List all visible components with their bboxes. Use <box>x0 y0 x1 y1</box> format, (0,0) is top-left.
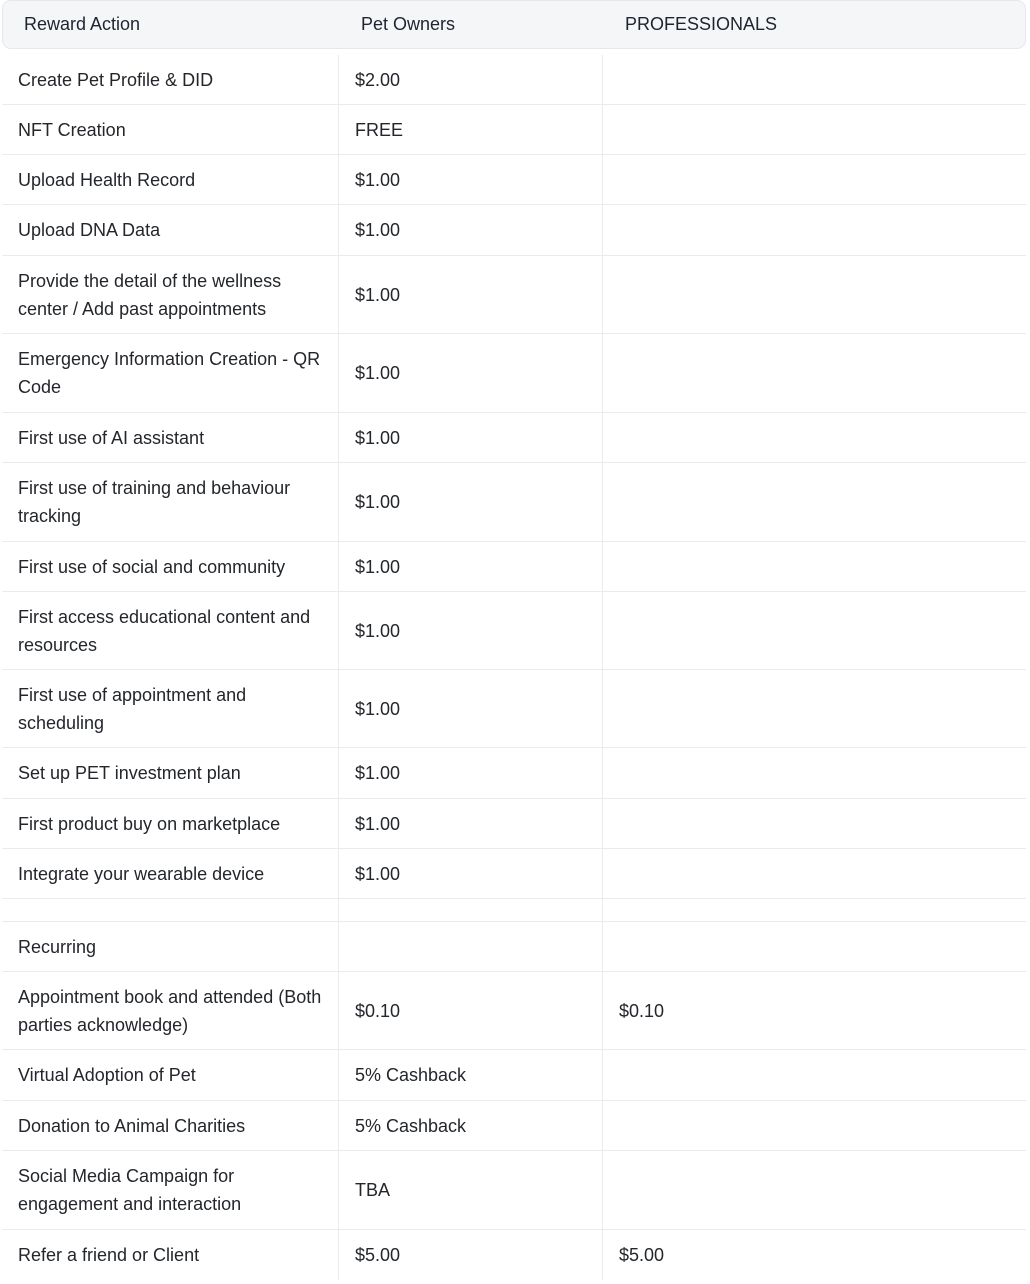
table-row <box>2 1101 1026 1151</box>
pet-owners-cell: TBA <box>339 1151 603 1229</box>
reward-action-cell: Integrate your wearable device <box>2 849 339 898</box>
column-header-professionals: PROFESSIONALS <box>625 14 778 34</box>
reward-action-cell: First access educational content and resources <box>2 592 339 669</box>
pet-owners-cell: $1.00 <box>339 542 603 591</box>
reward-action-cell: First use of training and behaviour tracking <box>2 463 339 541</box>
professionals-cell <box>603 155 1026 204</box>
pet-owners-cell <box>339 899 603 921</box>
reward-action-cell: NFT Creation <box>2 105 339 154</box>
pet-owners-cell: $1.00 <box>339 334 603 412</box>
table-row <box>2 922 1026 972</box>
table-row <box>2 105 1026 155</box>
pet-owners-cell: $1.00 <box>339 256 603 333</box>
table-row <box>2 1151 1026 1230</box>
pet-owners-cell: FREE <box>339 105 603 154</box>
pet-owners-cell: $1.00 <box>339 413 603 462</box>
table-row <box>2 670 1026 748</box>
table-row <box>2 205 1026 256</box>
table-row <box>2 413 1026 463</box>
pet-owners-cell: $1.00 <box>339 463 603 541</box>
reward-action-cell: Create Pet Profile & DID <box>2 55 339 104</box>
professionals-cell <box>603 334 1026 412</box>
professionals-cell <box>603 849 1026 898</box>
rewards-table <box>2 55 1026 1280</box>
pet-owners-cell: $1.00 <box>339 799 603 848</box>
pet-owners-cell: $1.00 <box>339 205 603 255</box>
reward-action-cell: Virtual Adoption of Pet <box>2 1050 339 1100</box>
table-row <box>2 849 1026 899</box>
professionals-cell <box>603 1151 1026 1229</box>
professionals-cell <box>603 670 1026 747</box>
professionals-cell <box>603 799 1026 848</box>
reward-action-cell: Donation to Animal Charities <box>2 1101 339 1150</box>
professionals-cell: $5.00 <box>619 1245 665 1265</box>
reward-action-cell: Social Media Campaign for engagement and interaction <box>2 1151 339 1229</box>
professionals-cell <box>603 1101 1026 1150</box>
reward-action-cell: Recurring <box>2 922 339 971</box>
professionals-cell <box>603 463 1026 541</box>
pet-owners-cell: $1.00 <box>339 592 603 669</box>
professionals-cell <box>603 55 1026 104</box>
reward-action-cell: Set up PET investment plan <box>2 748 339 798</box>
professionals-cell <box>603 413 1026 462</box>
reward-action-cell: First use of appointment and scheduling <box>2 670 339 747</box>
reward-action-cell: Upload DNA Data <box>2 205 339 255</box>
table-row <box>2 542 1026 592</box>
table-row <box>2 463 1026 542</box>
table-row <box>2 55 1026 105</box>
reward-action-cell: Refer a friend or Client <box>2 1230 339 1280</box>
reward-action-cell: Appointment book and attended (Both parties acknowledge) <box>2 972 339 1049</box>
reward-action-cell: First product buy on marketplace <box>2 799 339 848</box>
pet-owners-cell: $5.00 <box>339 1230 603 1280</box>
pet-owners-cell: $2.00 <box>339 55 603 104</box>
pet-owners-cell: 5% Cashback <box>339 1101 603 1150</box>
professionals-cell <box>603 205 1026 255</box>
professionals-cell <box>603 542 1026 591</box>
table-row <box>2 799 1026 849</box>
reward-action-cell: First use of social and community <box>2 542 339 591</box>
table-row <box>2 899 1026 922</box>
professionals-cell <box>603 1050 1026 1100</box>
table-row <box>2 592 1026 670</box>
professionals-cell: $0.10 <box>619 1000 665 1021</box>
table-row <box>2 334 1026 413</box>
pet-owners-cell <box>339 922 603 971</box>
professionals-cell <box>603 592 1026 669</box>
pet-owners-cell: $1.00 <box>339 670 603 747</box>
pet-owners-cell: $1.00 <box>339 748 603 798</box>
table-header <box>2 0 1026 49</box>
reward-action-cell <box>2 899 339 921</box>
reward-action-cell: Emergency Information Creation - QR Code <box>2 334 339 412</box>
professionals-cell <box>603 748 1026 798</box>
table-row <box>2 1050 1026 1101</box>
pet-owners-cell: $0.10 <box>339 972 603 1049</box>
professionals-cell <box>603 105 1026 154</box>
table-row <box>2 256 1026 334</box>
reward-action-cell: First use of AI assistant <box>2 413 339 462</box>
table-row <box>2 155 1026 205</box>
pet-owners-cell: $1.00 <box>339 849 603 898</box>
table-row <box>2 748 1026 799</box>
reward-action-cell: Upload Health Record <box>2 155 339 204</box>
table-row <box>2 972 1026 1050</box>
table-row <box>2 1230 1026 1280</box>
column-header-reward-action: Reward Action <box>24 14 141 34</box>
professionals-cell <box>603 899 1026 921</box>
professionals-cell <box>603 256 1026 333</box>
column-header-pet-owners: Pet Owners <box>361 14 456 34</box>
reward-action-cell: Provide the detail of the wellness center / Add past appointments <box>2 256 339 333</box>
pet-owners-cell: 5% Cashback <box>339 1050 603 1100</box>
pet-owners-cell: $1.00 <box>339 155 603 204</box>
professionals-cell <box>603 922 1026 971</box>
